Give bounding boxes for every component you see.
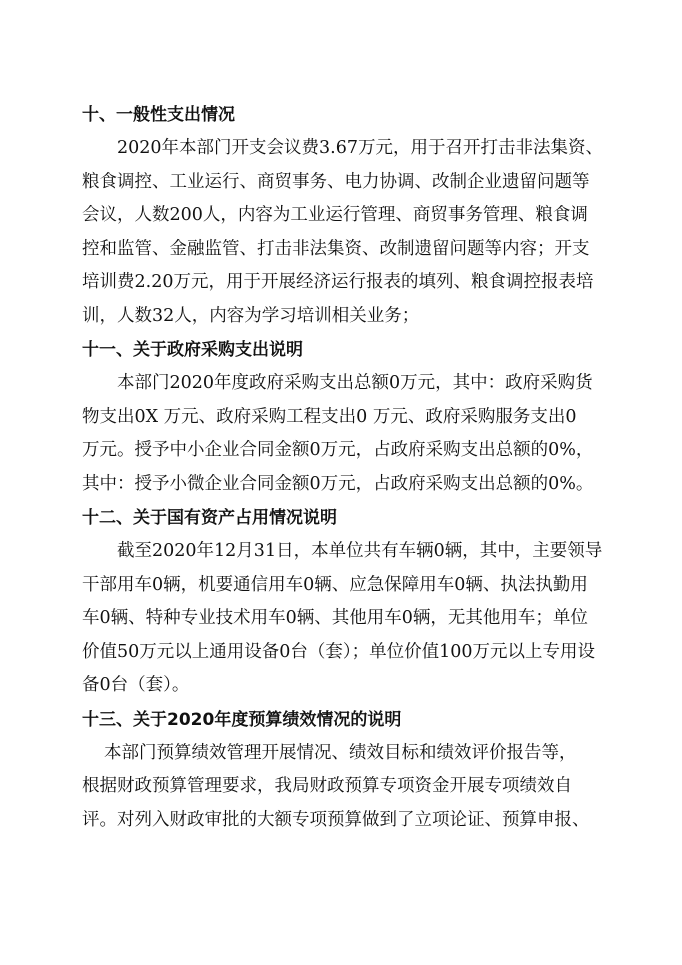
paragraph-line: 物支出0X 万元、政府采购工程支出0 万元、政府采购服务支出0 (82, 406, 577, 427)
paragraph-line: 本部门2020年度政府采购支出总额0万元，其中：政府采购货 (117, 373, 593, 393)
paragraph-line: 会议，人数200人，内容为工业运行管理、商贸事务管理、粮食调 (82, 205, 588, 225)
section-heading-budget-performance: 十三、关于2020年度预算绩效情况的说明 (82, 709, 402, 730)
paragraph-line: 训，人数32人，内容为学习培训相关业务； (82, 305, 420, 326)
section-heading-government-procurement: 十一、关于政府采购支出说明 (82, 340, 303, 360)
paragraph-line: 万元。授予中小企业合同金额0万元，占政府采购支出总额的0%， (82, 440, 594, 460)
paragraph-line: 培训费2.20万元，用于开展经济运行报表的填列、粮食调控报表培 (82, 272, 594, 292)
section-body-general-expenses (82, 132, 604, 333)
paragraph-line: 根据财政预算管理要求，我局财政预算专项资金开展专项绩效自 (82, 776, 572, 796)
paragraph-line: 截至2020年12月31日，本单位共有车辆0辆，其中，主要领导 (117, 541, 603, 561)
section-body-state-assets (82, 535, 604, 703)
paragraph-line: 价值50万元以上通用设备0台（套）；单位价值100万元以上专用设 (82, 641, 596, 662)
paragraph-line: 其中：授予小微企业合同金额0万元，占政府采购支出总额的0%。 (82, 473, 594, 494)
paragraph-line: 本部门预算绩效管理开展情况、绩效目标和绩效评价报告等， (104, 742, 577, 763)
paragraph-line: 控和监管、金融监管、打击非法集资、改制遗留问题等内容；开支 (82, 238, 590, 259)
paragraph-line: 2020年本部门开支会议费3.67万元，用于召开打击非法集资、 (117, 138, 603, 158)
section-heading-state-assets: 十二、关于国有资产占用情况说明 (82, 508, 337, 528)
paragraph-line: 干部用车0辆，机要通信用车0辆、应急保障用车0辆、执法执勤用 (82, 574, 588, 595)
section-body-government-procurement (82, 367, 604, 501)
paragraph-line: 备0台（套）。 (82, 675, 190, 695)
paragraph-line: 评。对列入财政审批的大额专项预算做到了立项论证、预算申报、 (82, 809, 590, 830)
section-heading-general-expenses: 十、一般性支出情况 (82, 105, 235, 125)
paragraph-line: 粮食调控、工业运行、商贸事务、电力协调、改制企业遗留问题等 (82, 171, 590, 192)
section-body-budget-performance (82, 737, 604, 838)
paragraph-line: 车0辆、特种专业技术用车0辆、其他用车0辆，无其他用车；单位 (82, 608, 588, 628)
